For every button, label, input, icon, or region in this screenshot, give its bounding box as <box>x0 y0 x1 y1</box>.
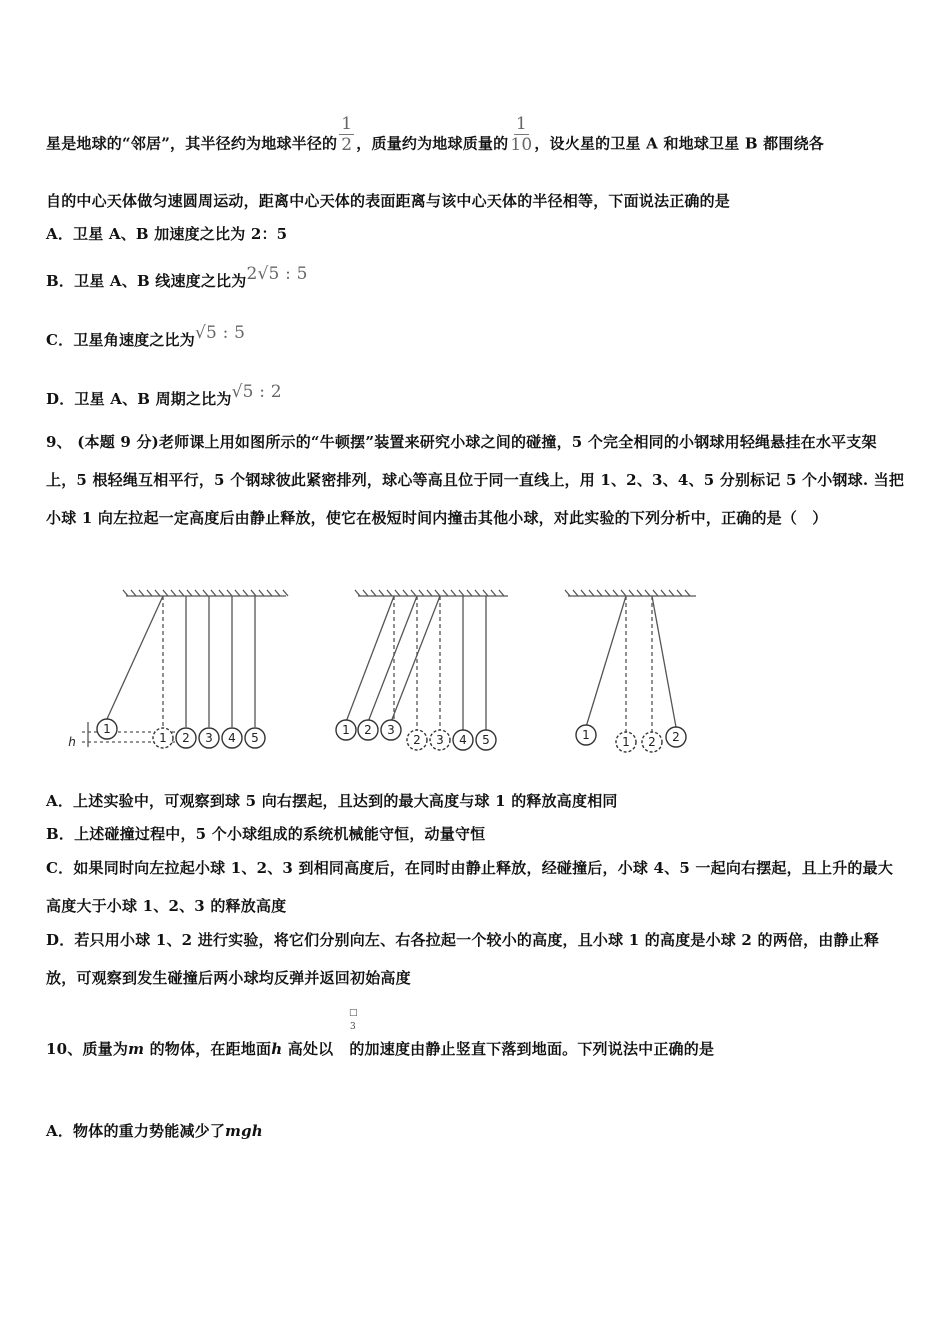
q9-option-b: B．上述碰撞过程中，5 个小球组成的系统机械能守恒，动量守恒 <box>46 825 486 843</box>
svg-text:1: 1 <box>342 723 350 737</box>
q9-option-c: C．如果同时向左拉起小球 1、2、3 到相同高度后，在同时由静止释放，经碰撞后，小球 4、5 一起向右摆起，且上升的最大高度大于小球 1、2、3 的释放高度 <box>46 859 894 915</box>
svg-text:5: 5 <box>251 731 259 745</box>
q9-option-d: D．若只用小球 1、2 进行实验，将它们分别向左、右各拉起一个较小的高度，且小球 1 的高度是小球 2 的两倍，由静止释放，可观察到发生碰撞后两小球均反弹并返回初始高度 <box>46 931 880 987</box>
q10-option-a: A．物体的重力势能减少了mgh <box>46 1122 263 1140</box>
svg-text:2: 2 <box>364 723 372 737</box>
q8-fraction-radius: $\frac{1}{2}$ <box>341 114 353 155</box>
q10-option-a-math: mgh <box>225 1122 263 1140</box>
q8-fraction-mass: $\frac{1}{10}$ <box>510 114 533 155</box>
q10-stem: 10、质量为m 的物体，在距地面h 高处以 的加速度由静止竖直下落到地面。下列说法中正确的是 <box>46 1040 715 1058</box>
svg-text:5: 5 <box>482 733 490 747</box>
h-label: h <box>68 735 76 749</box>
q8-option-d: D．卫星 A、B 周期之比为√5 : 2 <box>46 382 282 408</box>
q8-option-c-math: √5 : 5 <box>194 323 246 343</box>
q8-option-a: A．卫星 A、B 加速度之比为 2：5 <box>46 225 288 243</box>
svg-text:2: 2 <box>672 730 680 744</box>
svg-text:1: 1 <box>582 728 590 742</box>
q8-line1 <box>46 114 824 165</box>
q8-option-c: C．卫星角速度之比为√5 : 5 <box>46 323 246 349</box>
q8-option-b: B．卫星 A、B 线速度之比为2√5 : 5 <box>46 264 308 290</box>
q8-line1-b: ，质量约为地球质量的 <box>356 134 509 153</box>
svg-text:1: 1 <box>159 731 167 745</box>
svg-text:2: 2 <box>413 733 421 747</box>
svg-text:2: 2 <box>648 735 656 749</box>
q8-line1-a: 星是地球的“邻居”，其半径约为地球半径的 <box>46 134 338 153</box>
q9-option-a: A．上述实验中，可观察到球 5 向右摆起，且达到的最大高度与球 1 的释放高度相同 <box>46 792 618 810</box>
q10-height-symbol: h <box>271 1040 283 1058</box>
q10-mass-symbol: m <box>128 1040 145 1058</box>
svg-text:4: 4 <box>459 733 467 747</box>
svg-text:1: 1 <box>622 735 630 749</box>
svg-text:3: 3 <box>205 731 213 745</box>
newton-cradle-figure <box>46 582 906 762</box>
q10-fraction-num: □ <box>349 1008 358 1018</box>
q9-stem: 9、 (本题 9 分)老师课上用如图所示的“牛顿摆”装置来研究小球之间的碰撞，5 个完全相同的小钢球用轻绳悬挂在水平支架上，5 根轻绳互相平行，5 个钢球彼此紧密排列，球心等高且位于同一直线上，用 1、2、3、4、5 分别标记 5 个小钢球. 当把小球 1 向左拉起一定高度后由静止释放，使它在极短时间内撞击其他小球，对此实验的下列分析中，正确的是（ ） <box>46 433 905 527</box>
svg-text:1: 1 <box>103 722 111 736</box>
q8-option-b-math: 2√5 : 5 <box>246 264 308 284</box>
svg-text:2: 2 <box>182 731 190 745</box>
q10-fraction-den: 3 <box>350 1022 356 1032</box>
svg-text:3: 3 <box>387 723 395 737</box>
q8-line2: 自的中心天体做匀速圆周运动，距离中心天体的表面距离与该中心天体的半径相等，下面说法正确的是 <box>46 192 731 210</box>
svg-text:3: 3 <box>436 733 444 747</box>
q8-line1-c: ，设火星的卫星 A 和地球卫星 B 都围绕各 <box>534 134 824 153</box>
q8-option-d-math: √5 : 2 <box>231 382 282 402</box>
svg-text:4: 4 <box>228 731 236 745</box>
